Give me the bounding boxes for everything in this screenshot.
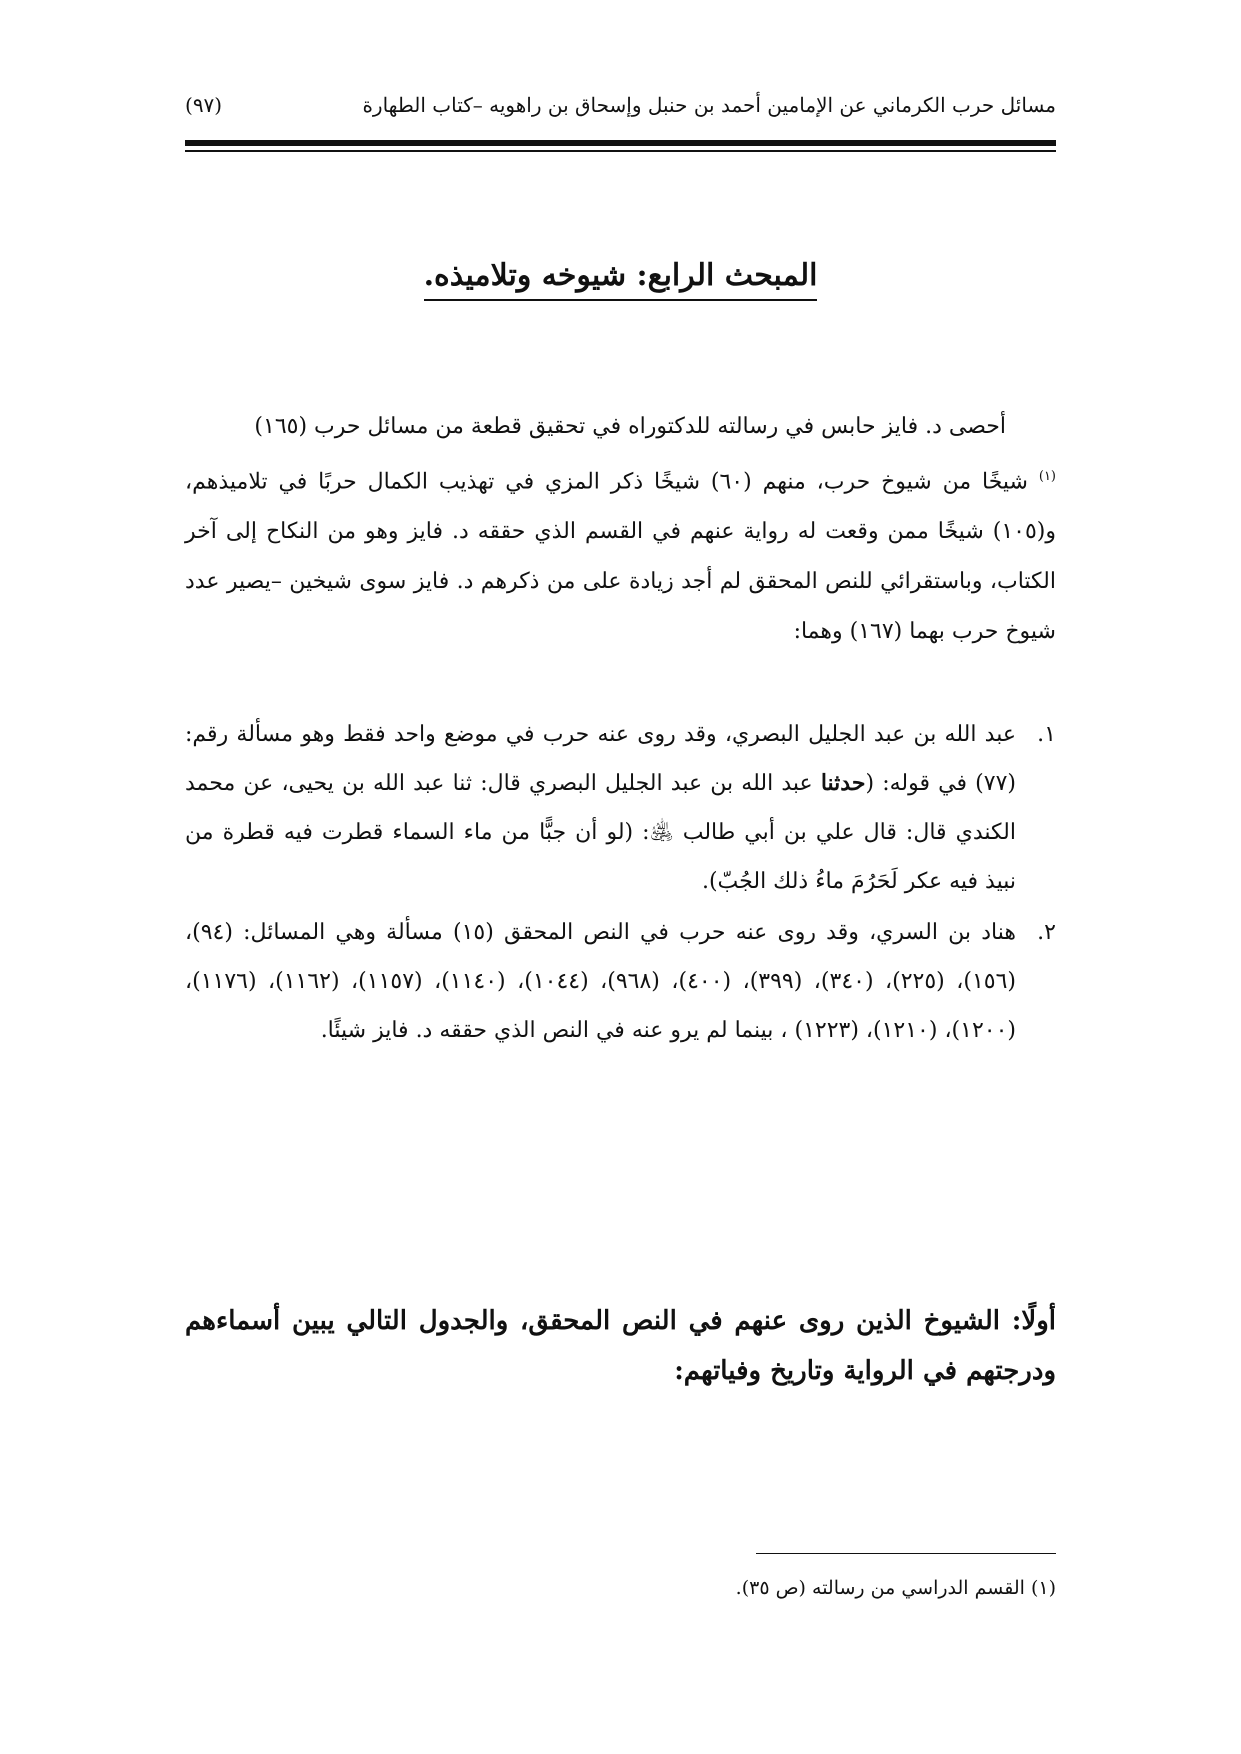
running-title: مسائل حرب الكرماني عن الإمامين أحمد بن حنبل وإسحاق بن راهويه –كتاب الطهارة <box>362 93 1056 117</box>
header-rule-thin <box>185 150 1056 152</box>
list-text-a: هناد بن السري، وقد روى عنه حرب في النص المحقق (١٥) مسألة وهي المسائل: (٩٤)، (١٥٦)، (٢٢٥)، (٣٤٠)، (٣٩٩)، (٤٠٠)، (٩٦٨)، (١٠٤٤)، (١١٤٠)، (١١٥٧)، (١١٦٢)، (١١٧٦)، (١٢٠٠)، (١٢١٠)، (١٢٢٣) ، بينما لم يرو عنه في النص الذي حققه د. فايز شيئًا. <box>185 920 1016 1043</box>
intro-paragraph <box>185 402 1056 657</box>
list-number: ٢. <box>1037 920 1056 945</box>
section-title <box>0 258 1241 293</box>
intro-text-b: شيخًا من شيوخ حرب، منهم (٦٠) شيخًا ذكر المزي في تهذيب الكمال حربًا في تلاميذهم، و(١٠٥) شيخًا ممن وقعت له رواية عنهم في القسم الذي حققه د. فايز وهو من النكاح إلى آخر الكتاب، وباستقرائي للنص المحقق لم أجد زيادة على من ذكرهم د. فايز سوى شيخين –يصير عدد شيوخ حرب بهما (١٦٧) وهما: <box>185 469 1056 645</box>
list-item <box>185 710 1056 906</box>
footnote-ref[interactable]: (١) <box>1038 469 1056 484</box>
list-item <box>185 908 1056 1055</box>
section-title-text: المبحث الرابع: شيوخه وتلاميذه. <box>424 258 818 301</box>
page-header <box>185 85 1056 125</box>
list-text-b: عبد الله بن عبد الجليل البصري قال: ثنا عبد الله بن يحيى، عن محمد الكندي قال: قال علي بن أبي طالب ﵁: (لو أن جبًّا من ماء السماء قطرت فيه قطرة من نبيذ فيه عكر لَحَرُمَ ماءُ ذلك الجُبّ). <box>185 771 1016 894</box>
header-rule-thick <box>185 140 1056 146</box>
list-number: ١. <box>1037 722 1056 747</box>
footnote-separator <box>756 1553 1056 1554</box>
list-text <box>185 710 1016 906</box>
sheikh-list <box>185 710 1056 1057</box>
list-bold: حدثنا <box>820 770 866 796</box>
footnote <box>185 1573 1056 1603</box>
footnote-marker: (١) <box>1030 1577 1056 1599</box>
list-text <box>185 908 1016 1055</box>
page-number: (٩٧) <box>185 93 223 117</box>
subheading: أولًا: الشيوخ الذين روى عنهم في النص المحقق، والجدول التالي يبين أسماءهم ودرجتهم في الرواية وتاريخ وفياتهم: <box>185 1306 1056 1386</box>
intro-text-a: أحصى د. فايز حابس في رسالته للدكتوراه في تحقيق قطعة من مسائل حرب (١٦٥) <box>254 414 1006 439</box>
list-text-a: عبد الله بن عبد الجليل البصري، وقد روى عنه حرب في موضع واحد فقط وهو مسألة رقم: (٧٧) في قوله: ( <box>185 722 1016 796</box>
footnote-text: القسم الدراسي من رسالته (ص ٣٥). <box>735 1577 1025 1599</box>
